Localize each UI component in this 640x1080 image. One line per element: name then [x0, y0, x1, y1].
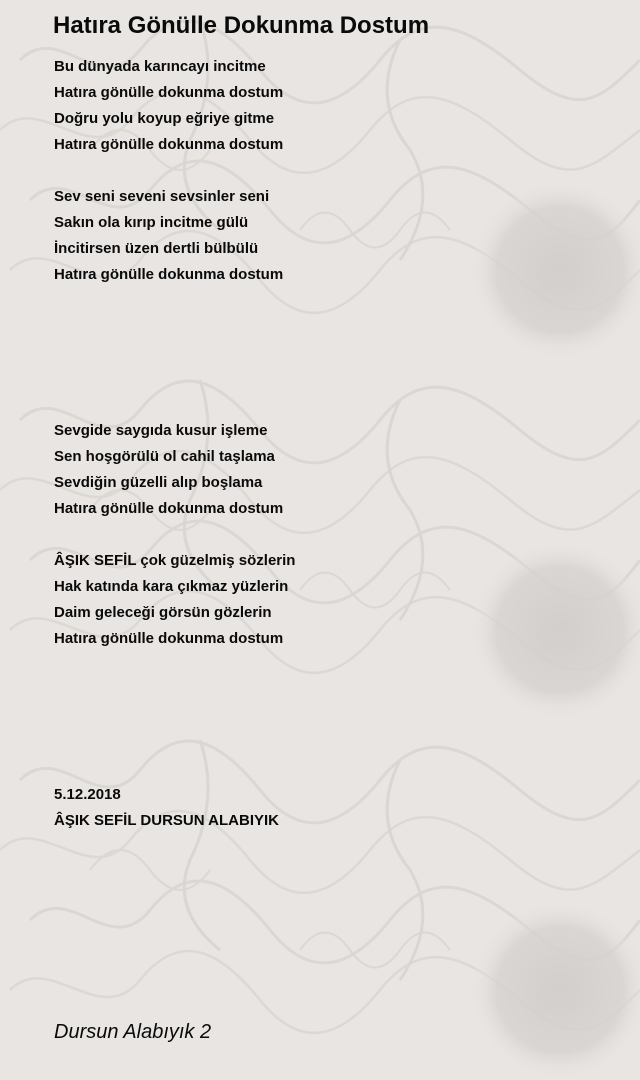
poem-title: Hatıra Gönülle Dokunma Dostum [53, 12, 430, 39]
blank-line [54, 652, 295, 678]
poem-line: Sevgide saygıda kusur işleme [54, 422, 268, 439]
blank-line [54, 288, 295, 314]
poem-line: Bu dünyada karıncayı incitme [54, 58, 266, 75]
blank-line [54, 392, 295, 418]
blank-line [54, 158, 295, 184]
poem-line: Hak katında kara çıkmaz yüzlerin [54, 578, 289, 595]
poem-line: Hatıra gönülle dokunma dostum [54, 136, 284, 153]
poem-line: ÂŞIK SEFİL çok güzelmiş sözlerin [54, 552, 296, 569]
poem-line: 5.12.2018 [54, 786, 121, 803]
blank-line [54, 314, 295, 340]
poem-line: Sev seni seveni sevsinler seni [54, 188, 270, 205]
blank-line [54, 730, 295, 756]
blank-line [54, 340, 295, 366]
blank-line [54, 522, 295, 548]
poem-line: Hatıra gönülle dokunma dostum [54, 630, 284, 647]
blank-line [54, 704, 295, 730]
poem-line: ÂŞIK SEFİL DURSUN ALABIYIK [54, 812, 280, 829]
blank-line [54, 756, 295, 782]
poem-line: Sakın ola kırıp incitme gülü [54, 214, 249, 231]
poem-author: Dursun Alabıyık 2 [54, 1021, 212, 1043]
poem-line: İncitirsen üzen dertli bülbülü [54, 240, 259, 257]
blank-line [54, 678, 295, 704]
poem-line: Hatıra gönülle dokunma dostum [54, 84, 284, 101]
poem-line: Daim geleceği görsün gözlerin [54, 604, 272, 621]
poem-line: Sen hoşgörülü ol cahil taşlama [54, 448, 275, 465]
poem-line: Hatıra gönülle dokunma dostum [54, 500, 284, 517]
poem-line: Sevdiğin güzelli alıp boşlama [54, 474, 263, 491]
poem-line: Hatıra gönülle dokunma dostum [54, 266, 284, 283]
poem-body [54, 54, 295, 834]
blank-line [54, 366, 295, 392]
poem-line: Doğru yolu koyup eğriye gitme [54, 110, 275, 127]
